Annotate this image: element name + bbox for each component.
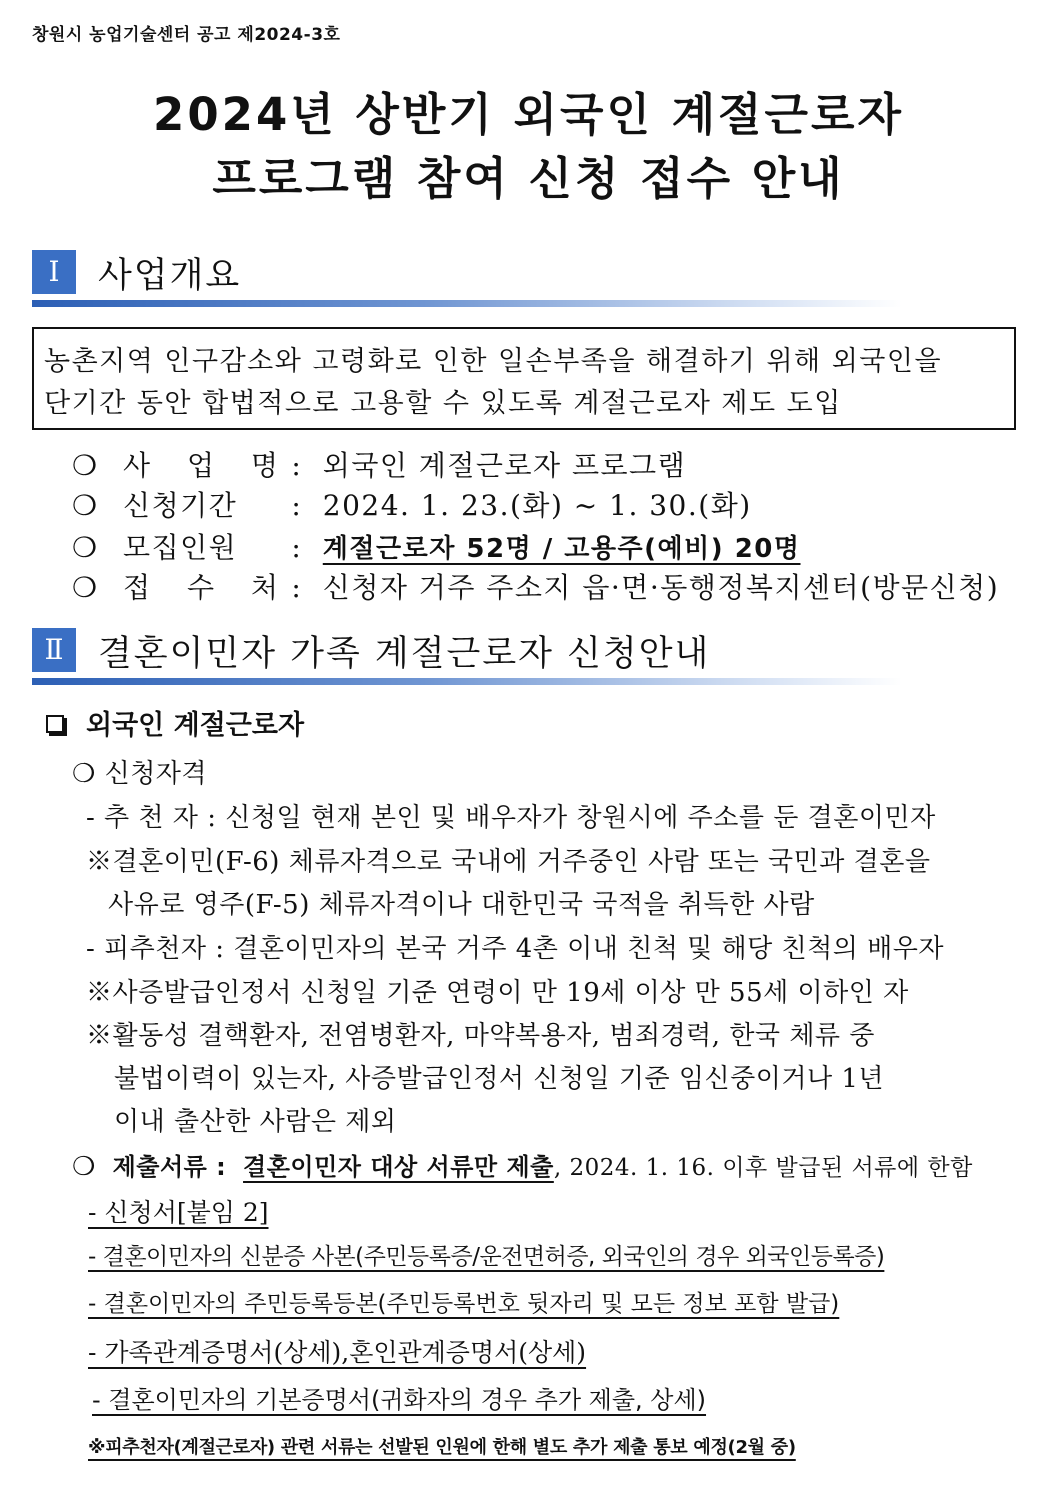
item-sep: : bbox=[291, 531, 303, 564]
list-item bbox=[72, 526, 801, 566]
item-value: 2024. 1. 23.(화) ~ 1. 30.(화) bbox=[322, 489, 752, 522]
bullet-circle-icon: ❍ bbox=[72, 571, 99, 604]
bullet-circle-icon: ❍ bbox=[72, 531, 99, 564]
item-value: 외국인 계절근로자 프로그램 bbox=[322, 449, 687, 482]
document-item: - 신청서[붙임 2] bbox=[88, 1198, 269, 1227]
section2-rule bbox=[32, 678, 902, 685]
note-line: 이내 출산한 사람은 제외 bbox=[114, 1107, 397, 1137]
note-line: ※결혼이민(F-6) 체류자격으로 국내에 거주중인 사람 또는 국민과 결혼을 bbox=[86, 847, 931, 877]
documents-highlight: 결혼이민자 대상 서류만 제출 bbox=[243, 1153, 554, 1181]
item-sep: : bbox=[291, 449, 303, 482]
qualification-title: ❍ 신청자격 bbox=[72, 759, 208, 789]
document-item: - 결혼이민자의 기본증명서(귀화자의 경우 추가 제출, 상세) bbox=[92, 1386, 707, 1414]
list-item bbox=[72, 444, 686, 484]
checkbox-square-icon bbox=[46, 715, 64, 733]
item-label: 신청기간 bbox=[123, 489, 238, 522]
recommendee-line: - 피추천자 : 결혼이민자의 본국 거주 4촌 이내 친척 및 해당 친척의 배우자 bbox=[86, 934, 945, 964]
note-line: 불법이력이 있는자, 사증발급인정서 신청일 기준 임신중이거나 1년 bbox=[114, 1064, 885, 1094]
overview-line2: 단기간 동안 합법적으로 고용할 수 있도록 계절근로자 제도 도입 bbox=[44, 388, 842, 419]
bullet-circle-icon: ❍ bbox=[72, 489, 99, 522]
notice-number: 창원시 농업기술센터 공고 제2024-3호 bbox=[32, 25, 341, 45]
documents-condition: , 2024. 1. 16. 이후 발급된 서류에 한함 bbox=[553, 1155, 973, 1181]
section2-number: Ⅱ bbox=[32, 628, 76, 672]
documents-label: 제출서류 : bbox=[112, 1153, 227, 1181]
bullet-circle-icon: ❍ bbox=[72, 449, 99, 482]
note-line: ※활동성 결핵환자, 전염병환자, 마약복용자, 범죄경력, 한국 체류 중 bbox=[86, 1021, 875, 1051]
recommender-line: - 추 천 자 : 신청일 현재 본인 및 배우자가 창원시에 주소를 둔 결혼이민자 bbox=[86, 803, 936, 833]
document-item: - 결혼이민자의 신분증 사본(주민등록증/운전면허증, 외국인의 경우 외국인등록증) bbox=[88, 1244, 885, 1270]
item-label: 모집인원 bbox=[123, 531, 238, 564]
item-label: 사 업 명 bbox=[123, 449, 292, 482]
list-item bbox=[72, 566, 999, 606]
overview-line1: 농촌지역 인구감소와 고령화로 인한 일손부족을 해결하기 위해 외국인을 bbox=[44, 346, 943, 377]
item-sep: : bbox=[291, 571, 303, 604]
section1-rule bbox=[32, 300, 902, 307]
note-line: 사유로 영주(F-5) 체류자격이나 대한민국 국적을 취득한 사람 bbox=[108, 890, 815, 920]
overview-box bbox=[32, 327, 1016, 430]
documents-title-row bbox=[72, 1147, 973, 1182]
page-title-line1: 2024년 상반기 외국인 계절근로자 bbox=[153, 88, 904, 141]
document-item: - 결혼이민자의 주민등록등본(주민등록번호 뒷자리 및 모든 정보 포함 발급) bbox=[88, 1291, 840, 1317]
recruit-count-value: 계절근로자 52명 / 고용주(예비) 20명 bbox=[322, 534, 801, 564]
bullet-circle-icon: ❍ bbox=[72, 1152, 96, 1182]
documents-footnote: ※피추천자(계절근로자) 관련 서류는 선발된 인원에 한해 별도 추가 제출 통보 예정(2월 중) bbox=[88, 1437, 796, 1458]
item-sep: : bbox=[291, 489, 303, 522]
section1-heading: 사업개요 bbox=[98, 256, 242, 296]
list-item bbox=[72, 484, 752, 524]
note-line: ※사증발급인정서 신청일 기준 연령이 만 19세 이상 만 55세 이하인 자 bbox=[86, 978, 909, 1008]
document-item: - 가족관계증명서(상세),혼인관계증명서(상세) bbox=[88, 1338, 587, 1367]
page-title-line2: 프로그램 참여 신청 접수 안내 bbox=[212, 152, 845, 205]
subsection-heading: 외국인 계절근로자 bbox=[86, 710, 305, 741]
item-value: 신청자 거주 주소지 읍·면·동행정복지센터(방문신청) bbox=[322, 571, 1000, 604]
section2-heading: 결혼이민자 가족 계절근로자 신청안내 bbox=[98, 634, 711, 674]
section1-number: Ⅰ bbox=[32, 250, 76, 294]
item-label: 접 수 처 bbox=[123, 571, 292, 604]
